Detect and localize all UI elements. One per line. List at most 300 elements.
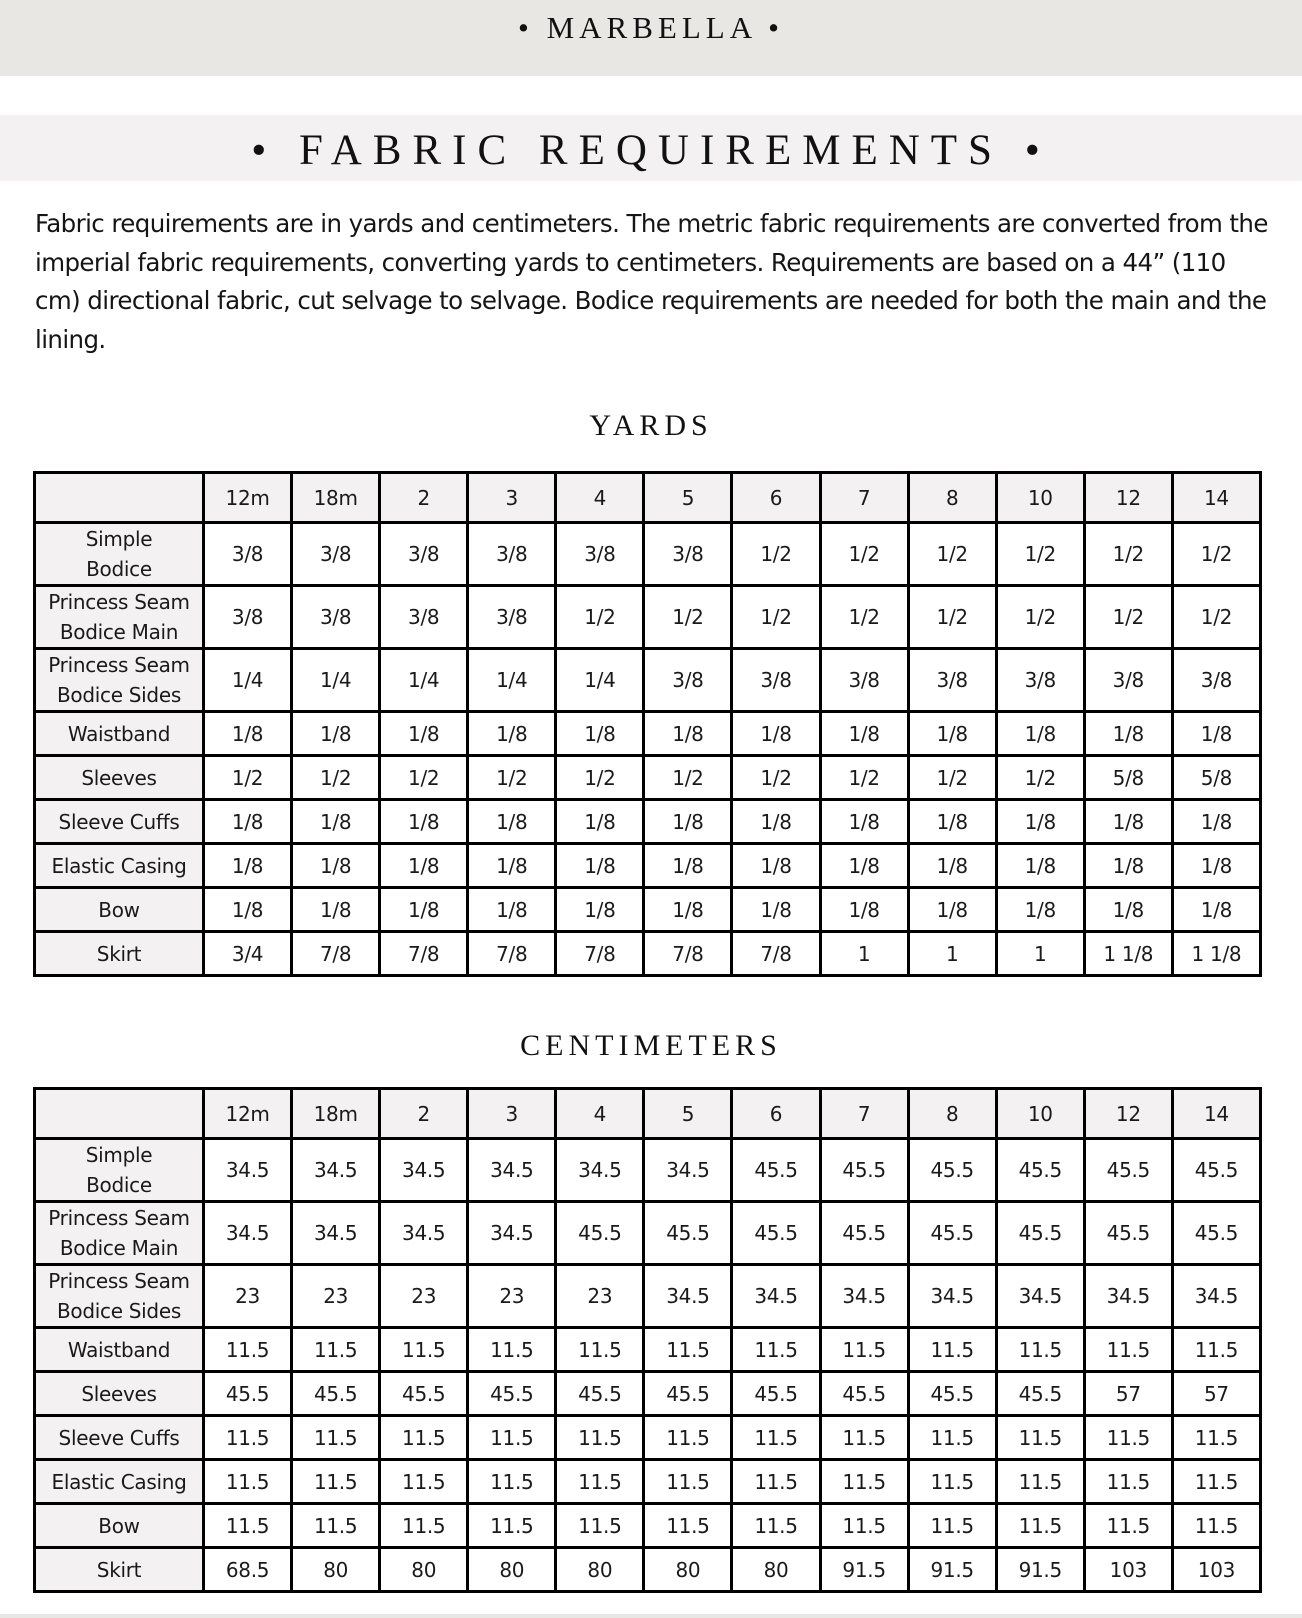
value-cell: 1/8	[292, 844, 380, 888]
value-cell: 1/4	[380, 649, 468, 712]
size-header: 6	[732, 1089, 820, 1139]
value-cell: 11.5	[1172, 1328, 1260, 1372]
value-cell: 7/8	[380, 932, 468, 976]
value-cell: 45.5	[908, 1202, 996, 1265]
table-row	[35, 649, 1261, 712]
value-cell: 1/8	[1172, 844, 1260, 888]
row-label-line: Sleeve Cuffs	[58, 1425, 180, 1450]
value-cell: 11.5	[204, 1328, 292, 1372]
size-header: 2	[380, 473, 468, 523]
value-cell: 1/8	[1084, 712, 1172, 756]
bullet-icon: •	[517, 10, 534, 45]
value-cell: 3/8	[644, 649, 732, 712]
centimeters-section-title: CENTIMETERS	[520, 1029, 782, 1062]
value-cell: 34.5	[908, 1265, 996, 1328]
value-cell: 1/8	[644, 800, 732, 844]
value-cell: 1/8	[820, 800, 908, 844]
value-cell: 5/8	[1172, 756, 1260, 800]
value-cell: 1/8	[996, 712, 1084, 756]
size-header: 8	[908, 473, 996, 523]
table-row	[35, 1460, 1261, 1504]
value-cell: 1/2	[820, 586, 908, 649]
row-label-line: Bodice Main	[59, 620, 179, 644]
yards-table	[33, 471, 1262, 977]
value-cell: 1/2	[996, 586, 1084, 649]
value-cell: 91.5	[908, 1548, 996, 1592]
value-cell: 1/8	[380, 888, 468, 932]
value-cell: 1/8	[1172, 888, 1260, 932]
value-cell: 1/2	[644, 756, 732, 800]
value-cell: 34.5	[1172, 1265, 1260, 1328]
row-label-line: Princess Seam	[48, 590, 190, 614]
value-cell: 3/8	[996, 649, 1084, 712]
value-cell: 1/2	[732, 523, 820, 586]
bullet-icon: •	[251, 127, 278, 174]
size-header: 12m	[204, 473, 292, 523]
value-cell: 1/2	[380, 756, 468, 800]
value-cell: 1/4	[204, 649, 292, 712]
value-cell: 23	[204, 1265, 292, 1328]
value-cell: 11.5	[556, 1328, 644, 1372]
value-cell: 45.5	[380, 1372, 468, 1416]
value-cell: 3/8	[204, 523, 292, 586]
value-cell: 1/8	[644, 844, 732, 888]
value-cell: 1/2	[1172, 586, 1260, 649]
table-row	[35, 932, 1261, 976]
row-label-line: Bodice Sides	[57, 1299, 181, 1323]
table-row	[35, 888, 1261, 932]
value-cell: 80	[556, 1548, 644, 1592]
value-cell: 1/8	[732, 844, 820, 888]
value-cell: 1	[820, 932, 908, 976]
value-cell: 11.5	[204, 1416, 292, 1460]
size-header: 12	[1084, 1089, 1172, 1139]
row-label	[35, 888, 204, 932]
value-cell: 11.5	[468, 1416, 556, 1460]
value-cell: 11.5	[1084, 1504, 1172, 1548]
value-cell: 45.5	[732, 1139, 820, 1202]
value-cell: 45.5	[1172, 1202, 1260, 1265]
value-cell: 11.5	[556, 1416, 644, 1460]
value-cell: 11.5	[820, 1416, 908, 1460]
value-cell: 23	[292, 1265, 380, 1328]
row-label	[35, 1504, 204, 1548]
value-cell: 7/8	[292, 932, 380, 976]
bullet-icon: •	[1024, 127, 1051, 174]
row-label	[35, 1460, 204, 1504]
value-cell: 1/8	[732, 888, 820, 932]
value-cell: 5/8	[1084, 756, 1172, 800]
value-cell: 1/8	[732, 712, 820, 756]
value-cell: 3/8	[292, 523, 380, 586]
value-cell: 11.5	[996, 1460, 1084, 1504]
value-cell: 1/8	[908, 712, 996, 756]
value-cell: 3/8	[292, 586, 380, 649]
value-cell: 45.5	[732, 1202, 820, 1265]
table-row	[35, 712, 1261, 756]
value-cell: 45.5	[820, 1372, 908, 1416]
table-row	[35, 1202, 1261, 1265]
value-cell: 34.5	[292, 1202, 380, 1265]
value-cell: 68.5	[204, 1548, 292, 1592]
row-label	[35, 1416, 204, 1460]
value-cell: 7/8	[556, 932, 644, 976]
value-cell: 57	[1172, 1372, 1260, 1416]
value-cell: 34.5	[380, 1139, 468, 1202]
value-cell: 1/8	[468, 844, 556, 888]
value-cell: 11.5	[380, 1504, 468, 1548]
value-cell: 45.5	[292, 1372, 380, 1416]
header-row	[35, 1089, 1261, 1139]
value-cell: 23	[468, 1265, 556, 1328]
centimeters-table	[33, 1087, 1262, 1593]
value-cell: 11.5	[556, 1504, 644, 1548]
value-cell: 1/8	[292, 800, 380, 844]
size-header: 4	[556, 473, 644, 523]
page-title	[0, 124, 1302, 178]
table-row	[35, 844, 1261, 888]
value-cell: 11.5	[204, 1504, 292, 1548]
value-cell: 103	[1084, 1548, 1172, 1592]
value-cell: 1 1/8	[1084, 932, 1172, 976]
size-header: 3	[468, 473, 556, 523]
value-cell: 1/4	[292, 649, 380, 712]
value-cell: 103	[1172, 1548, 1260, 1592]
value-cell: 3/4	[204, 932, 292, 976]
value-cell: 11.5	[1172, 1460, 1260, 1504]
bullet-icon: •	[768, 10, 784, 45]
size-header: 2	[380, 1089, 468, 1139]
size-header: 7	[820, 473, 908, 523]
row-label	[35, 649, 204, 712]
row-label-line: Princess Seam	[48, 1206, 190, 1230]
value-cell: 1/2	[1172, 523, 1260, 586]
value-cell: 1/2	[996, 523, 1084, 586]
table-row	[35, 1372, 1261, 1416]
value-cell: 1/8	[292, 888, 380, 932]
value-cell: 34.5	[204, 1139, 292, 1202]
row-label-line: Bow	[98, 1513, 140, 1538]
row-label-line: Sleeves	[81, 765, 157, 790]
row-label	[35, 1139, 204, 1202]
value-cell: 11.5	[644, 1416, 732, 1460]
brand-title	[0, 8, 1302, 48]
value-cell: 1/2	[556, 756, 644, 800]
value-cell: 11.5	[996, 1416, 1084, 1460]
value-cell: 1/2	[908, 523, 996, 586]
value-cell: 23	[380, 1265, 468, 1328]
value-cell: 3/8	[820, 649, 908, 712]
value-cell: 23	[556, 1265, 644, 1328]
bottom-band	[0, 1614, 1302, 1618]
value-cell: 1/2	[204, 756, 292, 800]
value-cell: 34.5	[996, 1265, 1084, 1328]
yards-section-title: YARDS	[589, 409, 713, 442]
value-cell: 3/8	[1172, 649, 1260, 712]
table-row	[35, 1328, 1261, 1372]
value-cell: 45.5	[1172, 1139, 1260, 1202]
table-row	[35, 586, 1261, 649]
value-cell: 3/8	[468, 523, 556, 586]
value-cell: 1/8	[380, 800, 468, 844]
value-cell: 11.5	[1172, 1504, 1260, 1548]
value-cell: 34.5	[468, 1139, 556, 1202]
value-cell: 11.5	[292, 1328, 380, 1372]
value-cell: 1/8	[204, 712, 292, 756]
row-label	[35, 586, 204, 649]
size-header: 7	[820, 1089, 908, 1139]
row-label-line: Waistband	[67, 721, 171, 746]
value-cell: 45.5	[820, 1202, 908, 1265]
value-cell: 1/2	[1084, 523, 1172, 586]
header-row	[35, 473, 1261, 523]
value-cell: 11.5	[292, 1460, 380, 1504]
value-cell: 1/8	[1084, 844, 1172, 888]
value-cell: 11.5	[380, 1416, 468, 1460]
value-cell: 34.5	[556, 1139, 644, 1202]
row-label	[35, 1372, 204, 1416]
value-cell: 1 1/8	[1172, 932, 1260, 976]
value-cell: 1/8	[556, 844, 644, 888]
value-cell: 3/8	[1084, 649, 1172, 712]
value-cell: 1/8	[380, 844, 468, 888]
row-label-line: Bodice Sides	[57, 683, 181, 707]
table-row	[35, 1548, 1261, 1592]
row-label-line: Princess Seam	[48, 1269, 190, 1293]
value-cell: 80	[380, 1548, 468, 1592]
value-cell: 11.5	[820, 1504, 908, 1548]
value-cell: 1/8	[1172, 800, 1260, 844]
value-cell: 1/8	[820, 888, 908, 932]
value-cell: 7/8	[732, 932, 820, 976]
row-label-line: Skirt	[96, 1557, 142, 1582]
value-cell: 11.5	[644, 1504, 732, 1548]
value-cell: 11.5	[908, 1460, 996, 1504]
value-cell: 34.5	[732, 1265, 820, 1328]
value-cell: 45.5	[468, 1372, 556, 1416]
table-row	[35, 756, 1261, 800]
value-cell: 80	[292, 1548, 380, 1592]
value-cell: 1/8	[820, 844, 908, 888]
value-cell: 1	[996, 932, 1084, 976]
row-label-line: Skirt	[96, 941, 142, 966]
value-cell: 45.5	[732, 1372, 820, 1416]
value-cell: 7/8	[468, 932, 556, 976]
row-label-line: Bodice	[86, 557, 152, 581]
value-cell: 11.5	[1172, 1416, 1260, 1460]
size-header: 3	[468, 1089, 556, 1139]
row-label	[35, 844, 204, 888]
value-cell: 1/2	[644, 586, 732, 649]
row-label-line: Simple	[85, 527, 153, 551]
value-cell: 1/8	[644, 712, 732, 756]
value-cell: 34.5	[204, 1202, 292, 1265]
value-cell: 11.5	[732, 1416, 820, 1460]
row-label	[35, 1328, 204, 1372]
value-cell: 11.5	[644, 1328, 732, 1372]
value-cell: 1/8	[1172, 712, 1260, 756]
value-cell: 1/4	[556, 649, 644, 712]
value-cell: 34.5	[468, 1202, 556, 1265]
row-label-line: Princess Seam	[48, 653, 190, 677]
row-label-line: Waistband	[67, 1337, 171, 1362]
value-cell: 80	[468, 1548, 556, 1592]
row-label	[35, 712, 204, 756]
corner-cell	[35, 1089, 204, 1139]
table-row	[35, 1139, 1261, 1202]
value-cell: 11.5	[1084, 1460, 1172, 1504]
value-cell: 11.5	[292, 1504, 380, 1548]
brand-name: MARBELLA	[546, 10, 756, 45]
row-label	[35, 1265, 204, 1328]
value-cell: 1/8	[380, 712, 468, 756]
value-cell: 34.5	[644, 1265, 732, 1328]
value-cell: 45.5	[204, 1372, 292, 1416]
corner-cell	[35, 473, 204, 523]
size-header: 18m	[292, 473, 380, 523]
value-cell: 1/8	[996, 800, 1084, 844]
size-header: 10	[996, 473, 1084, 523]
value-cell: 3/8	[732, 649, 820, 712]
value-cell: 11.5	[908, 1416, 996, 1460]
row-label	[35, 756, 204, 800]
value-cell: 1/2	[908, 586, 996, 649]
value-cell: 34.5	[644, 1139, 732, 1202]
value-cell: 3/8	[204, 586, 292, 649]
value-cell: 11.5	[380, 1328, 468, 1372]
size-header: 18m	[292, 1089, 380, 1139]
value-cell: 1/8	[644, 888, 732, 932]
value-cell: 11.5	[996, 1504, 1084, 1548]
value-cell: 34.5	[1084, 1265, 1172, 1328]
value-cell: 1/8	[468, 888, 556, 932]
value-cell: 1/8	[732, 800, 820, 844]
row-label	[35, 932, 204, 976]
value-cell: 45.5	[644, 1372, 732, 1416]
value-cell: 11.5	[380, 1460, 468, 1504]
value-cell: 1/2	[996, 756, 1084, 800]
value-cell: 45.5	[996, 1139, 1084, 1202]
size-header: 5	[644, 1089, 732, 1139]
value-cell: 80	[644, 1548, 732, 1592]
value-cell: 45.5	[1084, 1202, 1172, 1265]
value-cell: 11.5	[820, 1460, 908, 1504]
value-cell: 80	[732, 1548, 820, 1592]
value-cell: 3/8	[908, 649, 996, 712]
value-cell: 11.5	[468, 1504, 556, 1548]
size-header: 6	[732, 473, 820, 523]
value-cell: 11.5	[292, 1416, 380, 1460]
value-cell: 1/8	[820, 712, 908, 756]
value-cell: 1/2	[820, 523, 908, 586]
size-header: 5	[644, 473, 732, 523]
value-cell: 45.5	[556, 1372, 644, 1416]
table-row	[35, 1504, 1261, 1548]
value-cell: 1/8	[204, 800, 292, 844]
row-label	[35, 1548, 204, 1592]
row-label	[35, 1202, 204, 1265]
value-cell: 1/8	[996, 888, 1084, 932]
row-label-line: Sleeve Cuffs	[58, 809, 180, 834]
value-cell: 11.5	[468, 1460, 556, 1504]
value-cell: 3/8	[380, 523, 468, 586]
value-cell: 11.5	[204, 1460, 292, 1504]
value-cell: 3/8	[380, 586, 468, 649]
row-label	[35, 800, 204, 844]
value-cell: 45.5	[556, 1202, 644, 1265]
value-cell: 1/2	[556, 586, 644, 649]
row-label-line: Elastic Casing	[51, 1469, 187, 1494]
page-title-text: FABRIC REQUIREMENTS	[299, 127, 1003, 174]
value-cell: 1/8	[908, 888, 996, 932]
value-cell: 11.5	[732, 1328, 820, 1372]
value-cell: 45.5	[908, 1372, 996, 1416]
value-cell: 34.5	[292, 1139, 380, 1202]
size-header: 14	[1172, 1089, 1260, 1139]
table-row	[35, 1416, 1261, 1460]
size-header: 12m	[204, 1089, 292, 1139]
value-cell: 1/2	[820, 756, 908, 800]
table-row	[35, 800, 1261, 844]
value-cell: 1	[908, 932, 996, 976]
value-cell: 34.5	[380, 1202, 468, 1265]
row-label-line: Bow	[98, 897, 140, 922]
value-cell: 1/8	[204, 844, 292, 888]
size-header: 12	[1084, 473, 1172, 523]
size-header: 14	[1172, 473, 1260, 523]
value-cell: 11.5	[1084, 1416, 1172, 1460]
value-cell: 1/8	[468, 712, 556, 756]
value-cell: 11.5	[908, 1328, 996, 1372]
size-header: 4	[556, 1089, 644, 1139]
row-label	[35, 523, 204, 586]
value-cell: 1/8	[1084, 800, 1172, 844]
value-cell: 45.5	[996, 1202, 1084, 1265]
value-cell: 45.5	[820, 1139, 908, 1202]
value-cell: 91.5	[820, 1548, 908, 1592]
value-cell: 11.5	[1084, 1328, 1172, 1372]
value-cell: 1/8	[556, 800, 644, 844]
value-cell: 1/8	[1084, 888, 1172, 932]
value-cell: 45.5	[644, 1202, 732, 1265]
value-cell: 1/8	[468, 800, 556, 844]
row-label-line: Sleeves	[81, 1381, 157, 1406]
value-cell: 11.5	[556, 1460, 644, 1504]
value-cell: 11.5	[468, 1328, 556, 1372]
row-label-line: Bodice	[86, 1173, 152, 1197]
value-cell: 1/8	[996, 844, 1084, 888]
value-cell: 1/2	[292, 756, 380, 800]
value-cell: 11.5	[732, 1504, 820, 1548]
value-cell: 3/8	[468, 586, 556, 649]
value-cell: 11.5	[820, 1328, 908, 1372]
value-cell: 1/2	[732, 586, 820, 649]
value-cell: 1/8	[292, 712, 380, 756]
value-cell: 1/8	[908, 844, 996, 888]
row-label-line: Simple	[85, 1143, 153, 1167]
value-cell: 1/8	[204, 888, 292, 932]
value-cell: 11.5	[644, 1460, 732, 1504]
value-cell: 1/2	[468, 756, 556, 800]
value-cell: 7/8	[644, 932, 732, 976]
value-cell: 45.5	[996, 1372, 1084, 1416]
value-cell: 1/4	[468, 649, 556, 712]
table-row	[35, 1265, 1261, 1328]
value-cell: 11.5	[996, 1328, 1084, 1372]
size-header: 8	[908, 1089, 996, 1139]
value-cell: 3/8	[644, 523, 732, 586]
value-cell: 11.5	[732, 1460, 820, 1504]
